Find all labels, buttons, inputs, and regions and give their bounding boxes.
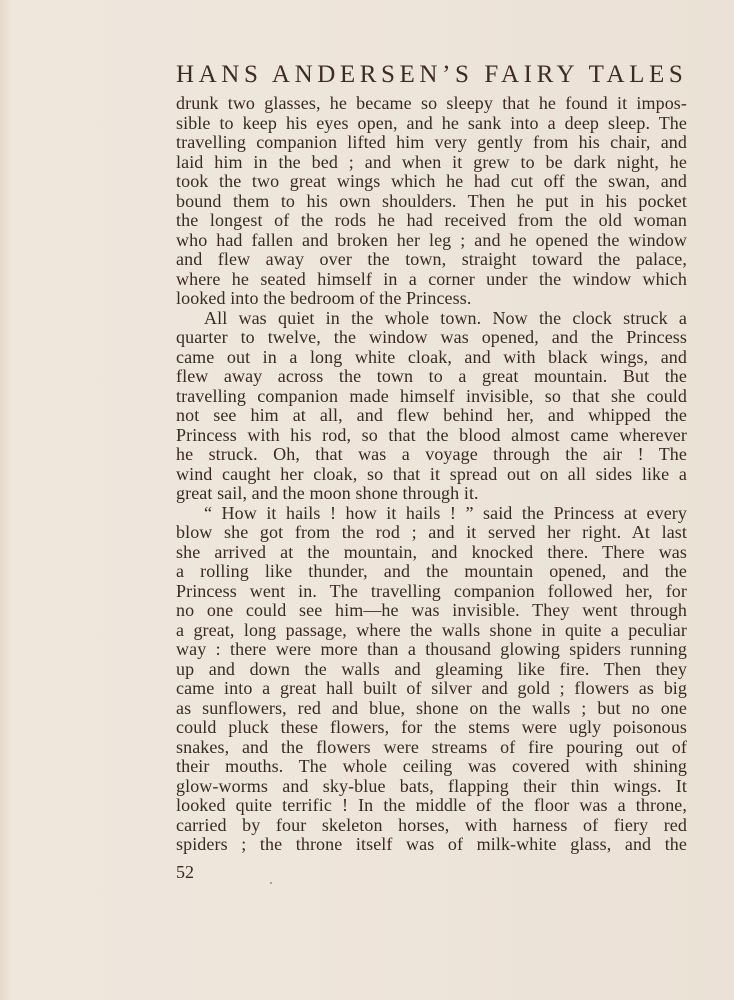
text-line: no one could see him—he was invisible. They went through [176,600,687,620]
text-line: the longest of the rods he had received from the old woman [176,210,687,230]
text-line: a great, long passage, where the walls shone in quite a peculiar [176,619,687,640]
text-line: as sunflowers, red and blue, shone on the walls ; but no one [176,697,687,718]
text-line: a rolling like thunder, and the mountain opened, and the [176,561,687,581]
page-number: 52 [176,862,194,882]
text-line: flew away across the town to a great mountain. But the [176,366,687,386]
text-line: “ How it hails ! how it hails ! ” said the Princess at every [204,502,687,523]
text-line: she arrived at the mountain, and knocked there. There was [176,541,687,562]
text-line: laid him in the bed ; and when it grew to be dark night, he [176,151,687,172]
text-line: looked into the bedroom of the Princess. [176,288,472,308]
text-line: quarter to twelve, the window was opened, and the Princess [176,327,687,347]
text-line: travelling companion made himself invisible, so that she could [176,385,687,406]
text-line: glow-worms and sky-blue bats, flapping their thin wings. It [176,775,687,796]
text-line: blow she got from the rod ; and it served her right. At last [176,522,687,542]
text-line: carried by four skeleton horses, with harness of fiery red [176,814,687,835]
text-line: took the two great wings which he had cut off the swan, and [176,171,687,191]
text-line: travelling companion lifted him very gently from his chair, and [176,132,687,152]
text-line: came out in a long white cloak, and with black wings, and [176,346,687,367]
text-line: where he seated himself in a corner under the window which [176,268,687,289]
text-line: snakes, and the flowers were streams of fire pouring out of [176,736,687,757]
text-line: not see him at all, and flew behind her, and whipped the [176,405,687,425]
text-line: who had fallen and broken her leg ; and he opened the window [176,229,687,250]
text-line: great sail, and the moon shone through it. [176,483,479,503]
text-line: came into a great hall built of silver and gold ; flowers as big [176,678,687,698]
body-text [176,94,687,855]
text-line: sible to keep his eyes open, and he sank into a deep sleep. The [176,112,687,133]
text-line: Princess went in. The travelling companion followed her, for [176,580,687,601]
text-line: looked quite terrific ! In the middle of the floor was a throne, [176,795,687,815]
text-line: and flew away over the town, straight toward the palace, [176,249,687,269]
text-line: up and down the walls and gleaming like fire. Then they [176,658,687,679]
paper-speck [270,882,272,884]
text-line: All was quiet in the whole town. Now the clock struck a [204,307,687,328]
text-line: bound them to his own shoulders. Then he put in his pocket [176,190,687,211]
text-line: Princess with his rod, so that the blood almost came wherever [176,424,687,445]
text-line: way : there were more than a thousand glowing spiders running [176,639,687,659]
text-line: could pluck these flowers, for the stems were ugly poisonous [176,717,687,737]
text-line: drunk two glasses, he became so sleepy that he found it impos- [176,93,687,113]
text-line: wind caught her cloak, so that it spread out on all sides like a [176,463,687,484]
text-line: he struck. Oh, that was a voyage through the air ! The [176,444,687,464]
text-line: their mouths. The whole ceiling was covered with shining [176,756,687,776]
text-line: spiders ; the throne itself was of milk-white glass, and the [176,834,687,854]
running-head: HANS ANDERSEN’S FAIRY TALES [176,61,688,88]
